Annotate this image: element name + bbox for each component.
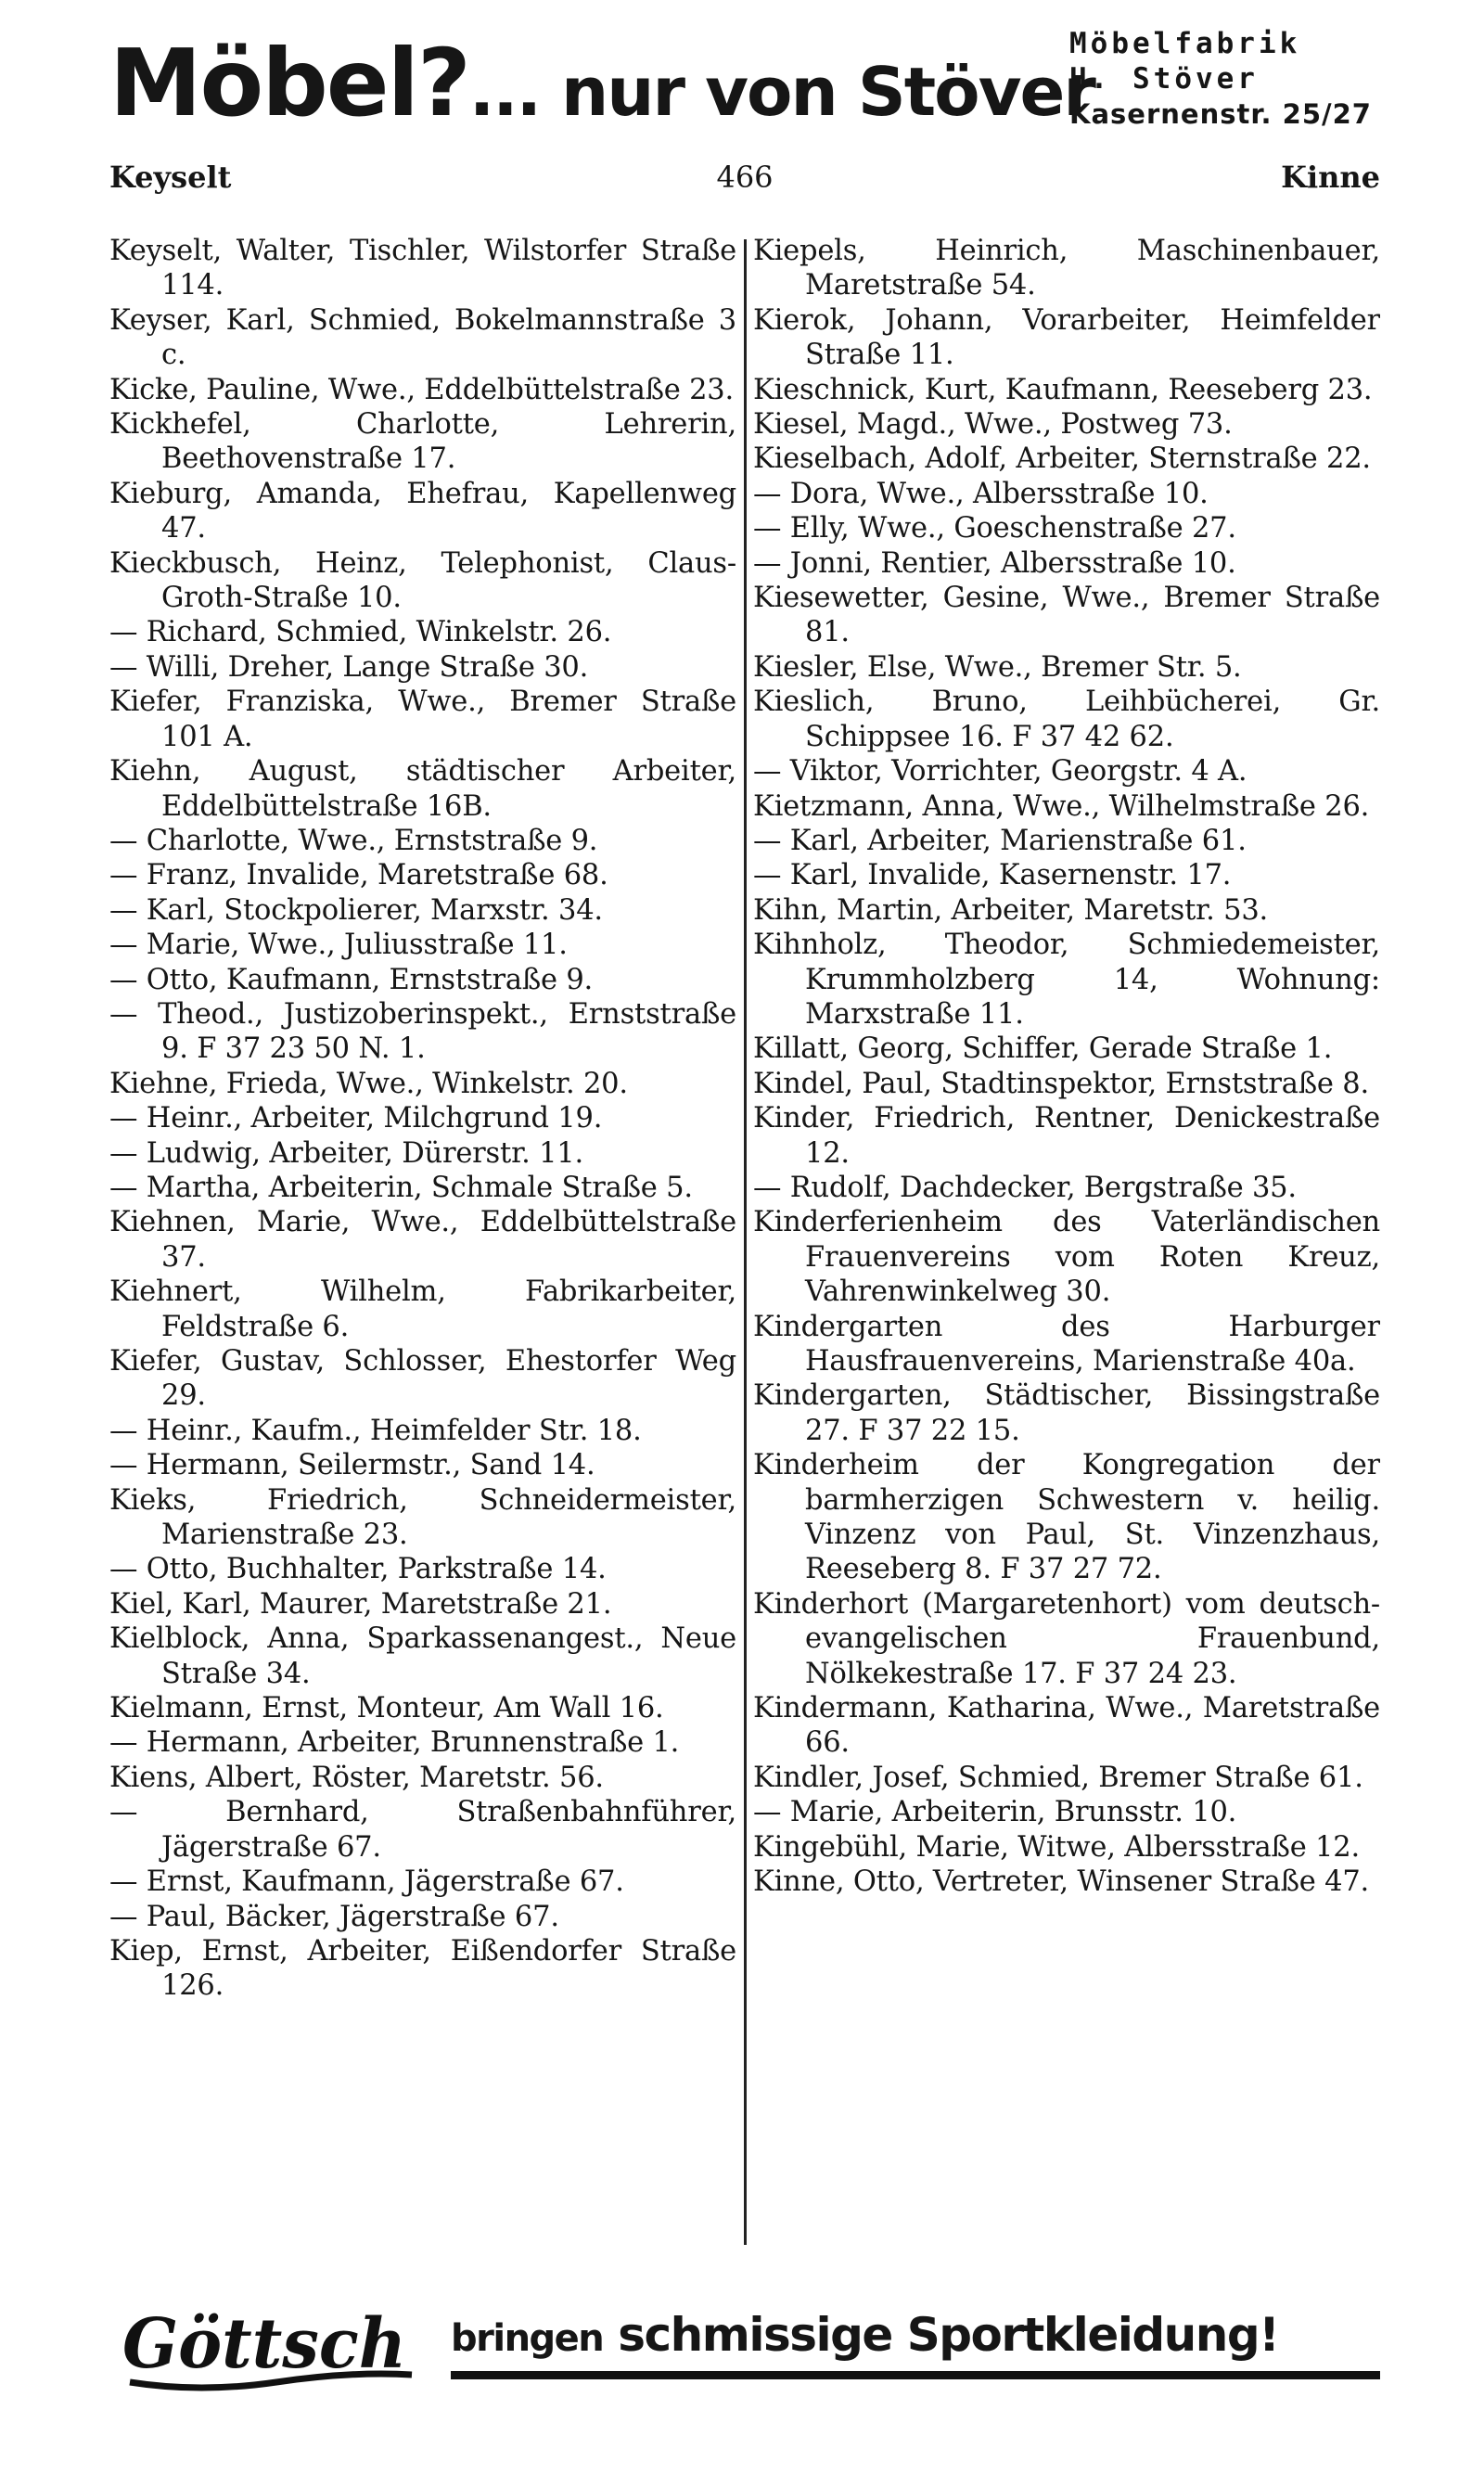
directory-entry: Kiefer, Gustav, Schlosser, Ehestorfer Weg 29. <box>109 1345 736 1413</box>
directory-entry: Kindler, Josef, Schmied, Bremer Straße 61. <box>753 1761 1363 1794</box>
directory-entry: Keyser, Karl, Schmied, Bokelmannstraße 3 c. <box>109 303 736 372</box>
directory-entry: Kiehnen, Marie, Wwe., Eddelbüttelstraße 37. <box>109 1206 736 1274</box>
directory-entry: Kiens, Albert, Röster, Maretstr. 56. <box>109 1761 604 1794</box>
page-number: 466 <box>716 160 774 195</box>
directory-entry: — Karl, Invalide, Kasernenstr. 17. <box>753 859 1232 892</box>
directory-entry: Kiehnert, Wilhelm, Fabrikarbeiter, Feldstraße 6. <box>109 1275 736 1343</box>
directory-entry: Kihn, Martin, Arbeiter, Maretstr. 53. <box>753 893 1269 927</box>
top-advertisement <box>109 20 1380 143</box>
directory-entry: Kieburg, Amanda, Ehefrau, Kapellenweg 47. <box>109 477 736 545</box>
directory-entry: Kieselbach, Adolf, Arbeiter, Sternstraße 22. <box>753 442 1371 476</box>
directory-entry: — Ludwig, Arbeiter, Dürerstr. 11. <box>109 1136 583 1170</box>
ad-headline-rest: ... nur von Stöver <box>468 53 1094 131</box>
directory-entry: Kicke, Pauline, Wwe., Eddelbüttelstraße 23. <box>109 373 735 406</box>
goettsch-logo <box>117 2289 419 2399</box>
directory-entry: — Otto, Buchhalter, Parkstraße 14. <box>109 1553 607 1586</box>
directory-entry: Kieks, Friedrich, Schneidermeister, Marienstraße 23. <box>109 1483 736 1552</box>
directory-entry: Kickhefel, Charlotte, Lehrerin, Beethovenstraße 17. <box>109 408 736 476</box>
ad-headline-moebel: Möbel? <box>109 29 469 137</box>
directory-entry: — Marie, Arbeiterin, Brunsstr. 10. <box>753 1796 1237 1829</box>
ad-slogan <box>451 2304 1278 2365</box>
column-divider <box>744 239 747 2245</box>
brand-logo-text: Göttsch <box>122 2304 406 2384</box>
directory-entry: Kindergarten, Städtischer, Bissingstraße 27. F 37 22 15. <box>753 1379 1380 1447</box>
directory-entry: — Elly, Wwe., Goeschenstraße 27. <box>753 512 1236 545</box>
directory-entry: Kiefer, Franziska, Wwe., Bremer Straße 101 A. <box>109 686 736 753</box>
directory-entry: Kindergarten des Harburger Hausfrauenvereins, Marienstraße 40a. <box>753 1310 1380 1378</box>
directory-entry: — Heinr., Kaufm., Heimfelder Str. 18. <box>109 1414 642 1447</box>
directory-entry: — Viktor, Vorrichter, Georgstr. 4 A. <box>753 755 1247 788</box>
directory-entry: — Dora, Wwe., Albersstraße 10. <box>753 477 1209 510</box>
directory-entry: Kietzmann, Anna, Wwe., Wilhelmstraße 26. <box>753 789 1370 823</box>
ad-company-block <box>1069 26 1380 132</box>
directory-entry: Keyselt, Walter, Tischler, Wilstorfer Straße 114. <box>109 235 736 302</box>
directory-entry: Kinne, Otto, Vertreter, Winsener Straße 47. <box>753 1865 1370 1899</box>
ad-slogan-prefix: bringen <box>451 2317 604 2360</box>
directory-entry: Kiepels, Heinrich, Maschinenbauer, Maretstraße 54. <box>753 235 1380 302</box>
directory-entry: — Rudolf, Dachdecker, Bergstraße 35. <box>753 1171 1297 1204</box>
ad-company-line2: H. Stöver <box>1069 62 1259 96</box>
directory-entry: — Karl, Arbeiter, Marienstraße 61. <box>753 824 1247 857</box>
directory-entry: — Otto, Kaufmann, Ernststraße 9. <box>109 963 594 996</box>
directory-entry: Kindel, Paul, Stadtinspektor, Ernststraße 8. <box>753 1067 1369 1100</box>
directory-entry: Kinderhort (Margaretenhort) vom deutsch-evangelischen Frauenbund, Nölkekestraße 17. F 37 24 23. <box>753 1587 1380 1690</box>
running-head <box>109 156 1380 199</box>
directory-entry: — Heinr., Arbeiter, Milchgrund 19. <box>109 1102 603 1135</box>
directory-entry: — Jonni, Rentier, Albersstraße 10. <box>753 546 1236 580</box>
ad-company-line1: Möbelfabrik <box>1069 27 1301 60</box>
directory-entry: — Karl, Stockpolierer, Marxstr. 34. <box>109 893 603 927</box>
right-column <box>753 234 1380 2250</box>
directory-entry: Kielmann, Ernst, Monteur, Am Wall 16. <box>109 1692 664 1725</box>
ad-slogan-main: schmissige Sportkleidung! <box>618 2308 1279 2362</box>
directory-entry: Kiep, Ernst, Arbeiter, Eißendorfer Straße 126. <box>109 1934 736 2003</box>
directory-entry: Kiel, Karl, Maurer, Maretstraße 21. <box>109 1587 612 1621</box>
ad-headline <box>109 28 1094 139</box>
directory-entry: — Marie, Wwe., Juliusstraße 11. <box>109 929 568 962</box>
directory-entry: Kielblock, Anna, Sparkassenangest., Neue Straße 34. <box>109 1622 736 1690</box>
directory-entry: — Hermann, Arbeiter, Brunnenstraße 1. <box>109 1726 680 1760</box>
ad-underline <box>451 2371 1380 2379</box>
directory-entry: Kingebühl, Marie, Witwe, Albersstraße 12. <box>753 1830 1360 1864</box>
directory-entry: Kindermann, Katharina, Wwe., Maretstraße 66. <box>753 1692 1380 1760</box>
directory-entry: Kiesler, Else, Wwe., Bremer Str. 5. <box>753 650 1242 684</box>
directory-entry: Kiehne, Frieda, Wwe., Winkelstr. 20. <box>109 1067 628 1100</box>
directory-entry: Kieckbusch, Heinz, Telephonist, Claus-Groth-Straße 10. <box>109 546 736 615</box>
directory-entry: Kiesewetter, Gesine, Wwe., Bremer Straße 81. <box>753 582 1380 649</box>
directory-entry: — Richard, Schmied, Winkelstr. 26. <box>109 616 612 649</box>
directory-entry: Kinderferienheim des Vaterländischen Frauenvereins vom Roten Kreuz, Vahrenwinkelweg 30. <box>753 1206 1380 1309</box>
running-head-last-entry: Kinne <box>1281 160 1380 195</box>
directory-entry: — Hermann, Seilermstr., Sand 14. <box>109 1449 595 1482</box>
directory-entry: — Paul, Bäcker, Jägerstraße 67. <box>109 1900 559 1933</box>
directory-entry: Kiesel, Magd., Wwe., Postweg 73. <box>753 408 1233 442</box>
bottom-advertisement <box>117 2289 1380 2408</box>
directory-entry: — Charlotte, Wwe., Ernststraße 9. <box>109 824 598 857</box>
running-head-first-entry: Keyselt <box>109 160 232 195</box>
directory-entry: — Theod., Justizoberinspekt., Ernststraße 9. F 37 23 50 N. 1. <box>109 997 736 1066</box>
ad-company-address: Kasernenstr. 25/27 <box>1069 98 1372 130</box>
directory-entry: Kierok, Johann, Vorarbeiter, Heimfelder Straße 11. <box>753 303 1380 372</box>
directory-columns <box>109 234 1380 2250</box>
directory-entry: — Willi, Dreher, Lange Straße 30. <box>109 650 589 684</box>
directory-entry: Kiehn, August, städtischer Arbeiter, Eddelbüttelstraße 16B. <box>109 755 736 823</box>
directory-entry: Kinderheim der Kongregation der barmherzigen Schwestern v. heilig. Vinzenz von Paul, St. Vinzenzhaus, Reeseberg 8. F 37 27 72. <box>753 1449 1380 1586</box>
directory-entry: Kinder, Friedrich, Rentner, Denickestraße 12. <box>753 1102 1380 1170</box>
directory-entry: Killatt, Georg, Schiffer, Gerade Straße 1. <box>753 1032 1333 1066</box>
left-column <box>109 234 736 2250</box>
directory-entry: Kieslich, Bruno, Leihbücherei, Gr. Schippsee 16. F 37 42 62. <box>753 686 1380 753</box>
directory-entry: — Martha, Arbeiterin, Schmale Straße 5. <box>109 1171 693 1204</box>
directory-entry: — Bernhard, Straßenbahnführer, Jägerstraße 67. <box>109 1796 736 1864</box>
directory-entry: Kihnholz, Theodor, Schmiedemeister, Krummholzberg 14, Wohnung: Marxstraße 11. <box>753 929 1380 1031</box>
directory-entry: Kieschnick, Kurt, Kaufmann, Reeseberg 23. <box>753 373 1373 406</box>
directory-entry: — Ernst, Kaufmann, Jägerstraße 67. <box>109 1865 624 1899</box>
directory-entry: — Franz, Invalide, Maretstraße 68. <box>109 859 608 892</box>
